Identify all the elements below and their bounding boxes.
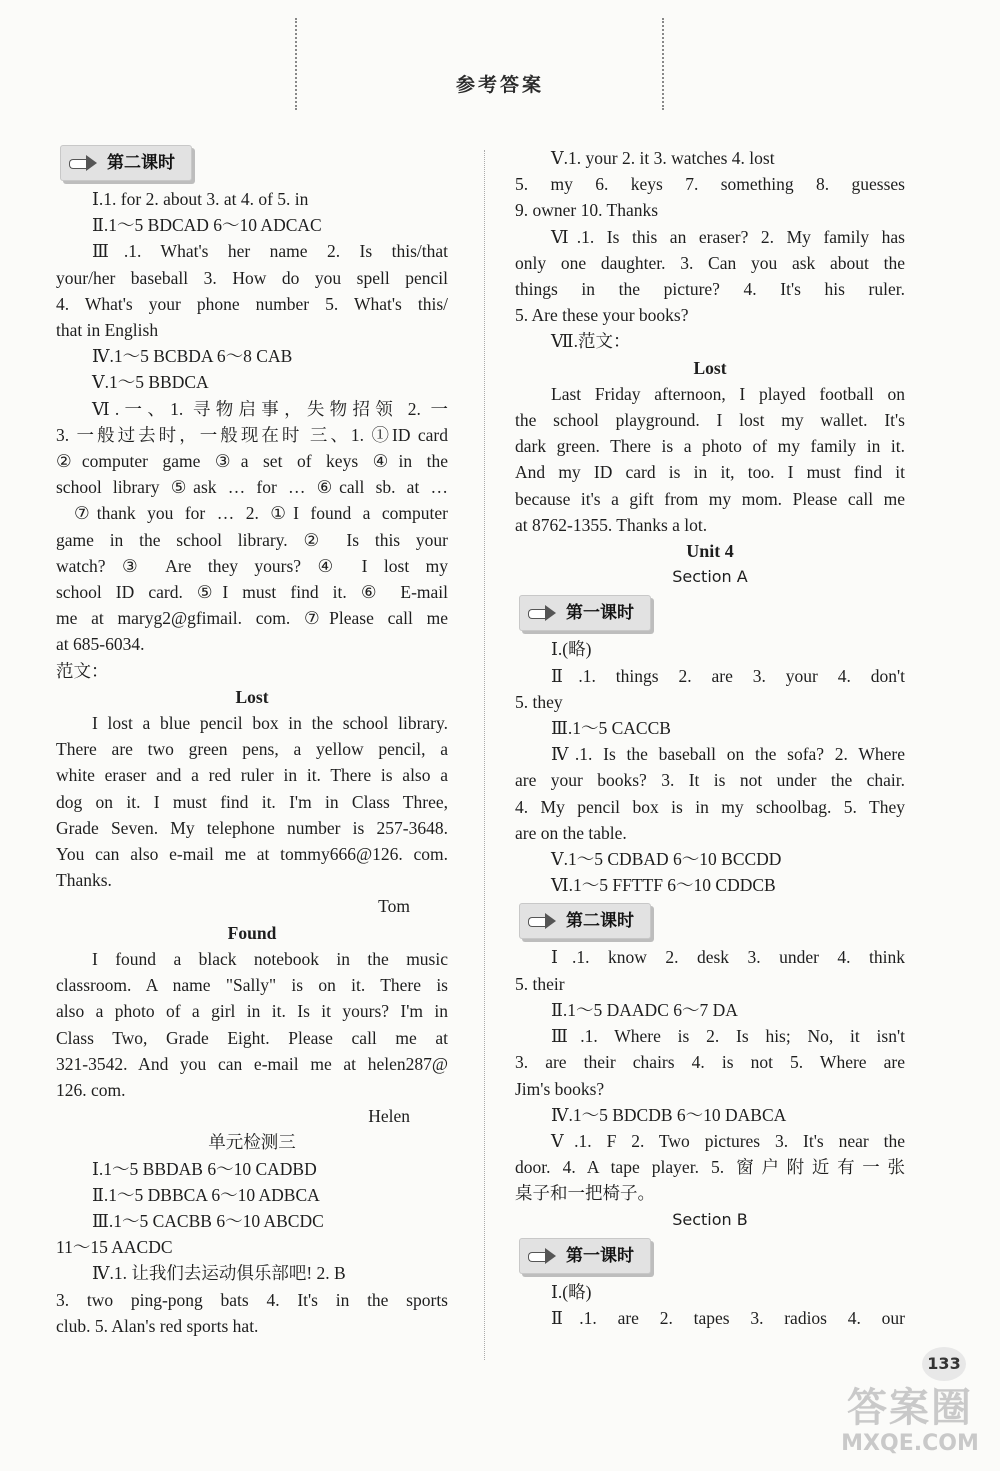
answer-line: Ⅰ.(略) (551, 1281, 592, 1302)
answer-line: school ID card. ⑤I must find it. ⑥ E-mail (56, 582, 448, 603)
answer-line: Ⅱ.1～5 DBBCA 6～10 ADBCA (92, 1184, 320, 1205)
answer-line: Ⅵ.一、1. 寻物启事，失物招领 2. 一 (92, 398, 448, 419)
column-divider (484, 150, 485, 1360)
watermark-logo-text: 答案圈 (847, 1385, 973, 1431)
watermark-url: MXQE.COM (841, 1431, 979, 1456)
answer-line: Ⅴ.1. your 2. it 3. watches 4. lost (551, 148, 775, 168)
essay-line: dog on it. I must find it. I'm in Class Three, (56, 791, 448, 812)
answer-line: things in the picture? 4. It's his ruler. (515, 279, 905, 300)
essay-line: Last Friday afternoon, I played football on (551, 383, 905, 404)
answer-line: watch? ③ Are they yours? ④ I lost my (56, 555, 448, 576)
answer-line: Ⅰ.1. know 2. desk 3. under 4. think (551, 947, 905, 968)
essay-line: because it's a gift from my mom. Please call me (515, 488, 905, 509)
lesson-banner (519, 903, 651, 939)
answer-line: Ⅵ.1～5 FFTTF 6～10 CDDCB (551, 875, 776, 896)
answer-line: 9. owner 10. Thanks (515, 200, 659, 221)
arrow-icon (528, 604, 556, 622)
essay-line: 126. com. (56, 1079, 126, 1100)
lesson-banner (519, 595, 651, 631)
essay-line: Thanks. (56, 870, 112, 891)
essay-line: white eraser and a red ruler in it. There is also a (56, 765, 448, 786)
answer-line: Ⅱ.1. things 2. are 3. your 4. don't (551, 665, 905, 686)
section-heading: Section A (672, 567, 748, 587)
answer-line: 3. two ping-pong bats 4. It's in the sports (56, 1289, 448, 1310)
essay-signature: Helen (368, 1106, 410, 1127)
answer-line: ②computer game ③a set of keys ④in the (56, 451, 448, 472)
essay-line: the school playground. I lost my wallet. It's (515, 410, 905, 431)
essay-line: And my ID card is in it, too. I must find it (515, 462, 905, 483)
answer-line: that in English (56, 320, 159, 341)
answer-line: 3. 一般过去时，一般现在时 三、1. ①ID card (56, 424, 448, 445)
answer-line: Ⅰ.1. for 2. about 3. at 4. of 5. in (92, 189, 309, 209)
answer-line: me at maryg2@gfimail. com. ⑦Please call me (56, 608, 448, 629)
arrow-icon (528, 1247, 556, 1265)
answer-line: game in the school library. ② Is this your (56, 529, 448, 550)
model-essay-label: Ⅶ.范文： (551, 331, 631, 352)
essay-line: You can also e-mail me at tommy666@126. com. (56, 844, 448, 865)
essay-line: dark green. There is a photo of my family in it. (515, 436, 905, 457)
right-column (515, 145, 905, 1331)
answer-line: 5. Are these your books? (515, 305, 689, 326)
lesson-banner-label: 第一课时 (566, 603, 634, 624)
answer-line: Ⅱ.1. are 2. tapes 3. radios 4. our (551, 1307, 905, 1328)
answer-line: Ⅳ.1～5 BCBDA 6～8 CAB (92, 346, 293, 367)
answer-line: 4. My pencil box is in my schoolbag. 5. They (515, 796, 905, 817)
answer-line: Ⅱ.1～5 BDCAD 6～10 ADCAC (92, 215, 322, 236)
answer-line: ⑦thank you for … 2. ①I found a computer (74, 503, 448, 524)
answer-line: are your books? 3. It is not under the chair. (515, 770, 905, 791)
page-title: 参考答案 (455, 74, 544, 96)
essay-title: Lost (693, 357, 727, 378)
page-number: 133 (922, 1347, 966, 1381)
answer-line: 5. my 6. keys 7. something 8. guesses (515, 174, 905, 195)
essay-line: There are two green pens, a yellow pencil, a (56, 739, 448, 760)
lesson-banner-label: 第二课时 (566, 911, 634, 932)
answer-line: Ⅴ.1～5 CDBAD 6～10 BCCDD (551, 849, 782, 870)
essay-line: I lost a blue pencil box in the school library. (92, 713, 448, 734)
essay-line: also a photo of a girl in it. Is it yours? I'm in (56, 1001, 448, 1022)
lesson-banner (60, 145, 192, 181)
answer-line: Ⅵ.1. Is this an eraser? 2. My family has (551, 226, 905, 247)
answer-line: at 685-6034. (56, 634, 145, 655)
lesson-banner (519, 1238, 651, 1274)
arrow-icon (528, 912, 556, 930)
essay-title: Found (227, 922, 277, 943)
answer-line: 5. their (515, 973, 565, 994)
essay-signature: Tom (378, 896, 410, 917)
answer-line: 5. they (515, 691, 563, 712)
answer-line: 4. What's your phone number 5. What's this/ (56, 293, 448, 314)
answer-line: Ⅰ.(略) (551, 639, 592, 660)
answer-line: club. 5. Alan's red sports hat. (56, 1315, 259, 1336)
answer-line: school library ⑤ask … for … ⑥call sb. at … (56, 477, 448, 498)
answer-line: Ⅳ.1. 让我们去运动俱乐部吧! 2. B (92, 1263, 346, 1284)
left-column (56, 140, 448, 1339)
answer-line: only one daughter. 3. Can you ask about the (515, 252, 905, 273)
answer-line: are on the table. (515, 822, 627, 843)
unit-heading: Unit 4 (686, 541, 734, 562)
answer-line: Ⅳ.1. Is the baseball on the sofa? 2. Where (551, 744, 905, 765)
essay-line: at 8762-1355. Thanks a lot. (515, 514, 708, 535)
answer-line: door. 4. A tape player. 5. 窗户附近有一张 (515, 1157, 905, 1178)
answer-line: Ⅴ.1. F 2. Two pictures 3. It's near the (551, 1130, 905, 1151)
answer-line: Ⅲ.1～5 CACCB (551, 718, 671, 739)
answer-line: 3. are their chairs 4. is not 5. Where are (515, 1052, 905, 1073)
answer-line: 桌子和一把椅子。 (515, 1183, 655, 1204)
model-essay-label: 范文： (56, 660, 109, 681)
answer-line: Ⅴ.1～5 BBDCA (92, 372, 209, 393)
answer-line: 11～15 AACDC (56, 1237, 173, 1258)
answer-line: Ⅰ.1～5 BBDAB 6～10 CADBD (92, 1158, 317, 1179)
answer-line: Ⅳ.1～5 BDCDB 6～10 DABCA (551, 1104, 787, 1125)
answer-line: Ⅲ.1～5 CACBB 6～10 ABCDC (92, 1210, 324, 1231)
answer-line: Ⅲ.1. Where is 2. Is his; No, it isn't (551, 1026, 905, 1047)
answer-line: Ⅱ.1～5 DAADC 6～7 DA (551, 999, 738, 1020)
essay-line: classroom. A name "Sally" is on it. There is (56, 975, 448, 996)
arrow-icon (69, 154, 97, 172)
essay-line: 321-3542. And you can e-mail me at helen287@ (56, 1053, 448, 1074)
essay-line: I found a black notebook in the music (92, 948, 448, 969)
unit-test-title: 单元检测三 (208, 1132, 296, 1153)
lesson-banner-label: 第一课时 (566, 1245, 634, 1266)
answer-line: your/her baseball 3. How do you spell pencil (56, 267, 448, 288)
site-watermark (830, 1385, 990, 1457)
section-heading: Section B (672, 1209, 748, 1229)
answer-line: Ⅲ.1. What's her name 2. Is this/that (92, 241, 448, 262)
answer-line: Jim's books? (515, 1078, 605, 1099)
essay-line: Grade Seven. My telephone number is 257-3648. (56, 817, 448, 838)
essay-line: Class Two, Grade Eight. Please call me at (56, 1027, 448, 1048)
essay-title: Lost (235, 686, 269, 707)
lesson-banner-label: 第二课时 (107, 152, 175, 173)
